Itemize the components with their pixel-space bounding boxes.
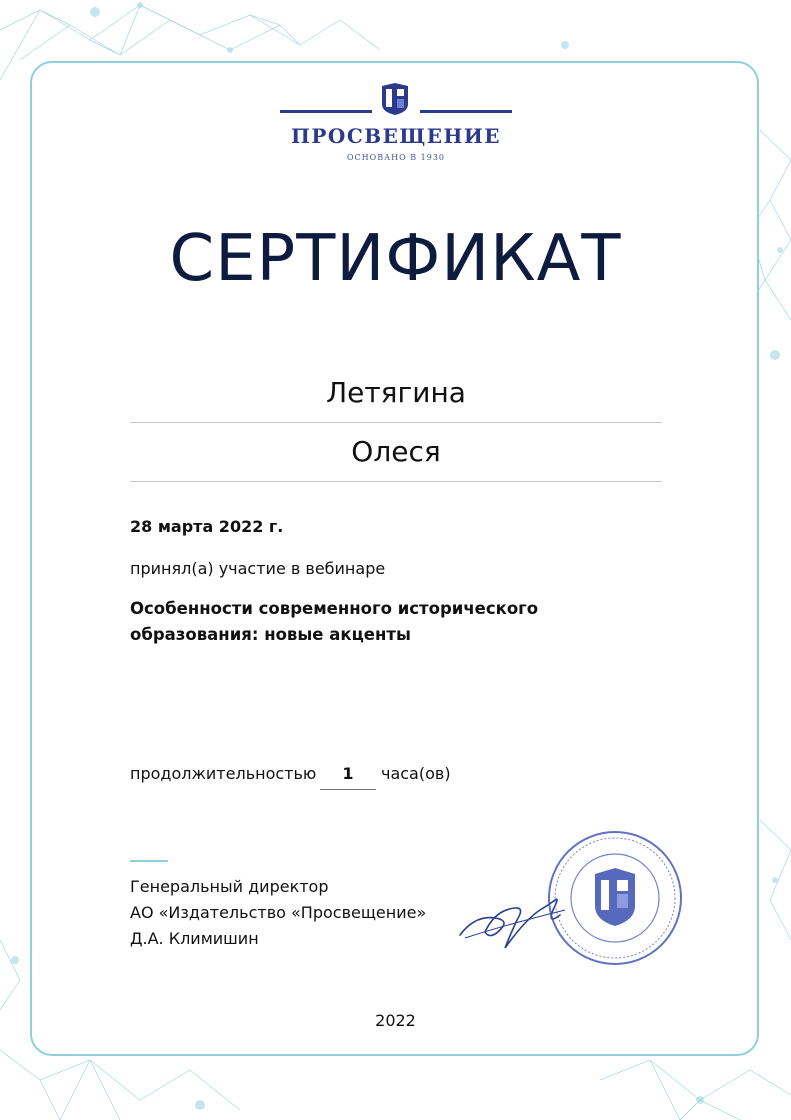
participation-text: принял(а) участие в вебинаре	[130, 559, 386, 578]
name-divider	[130, 422, 662, 423]
publisher-subtitle: ОСНОВАНО В 1930	[346, 153, 445, 162]
publisher-logo	[280, 80, 512, 170]
recipient-first-name: Олеся	[351, 435, 441, 468]
certificate-year: 2022	[375, 1011, 416, 1030]
webinar-topic: Особенности современного исторического образования: новые акценты	[130, 599, 539, 644]
duration-unit: часа(ов)	[381, 764, 451, 783]
event-date: 28 марта 2022 г.	[130, 517, 284, 536]
logo-rule-left	[280, 110, 372, 113]
duration-label: продолжительностью	[130, 764, 317, 783]
logo-rule-right	[420, 110, 512, 113]
recipient-last-name: Летягина	[326, 376, 466, 409]
duration-underline	[320, 789, 376, 790]
certificate-title: СЕРТИФИКАТ	[169, 222, 622, 296]
publisher-emblem-icon	[380, 82, 410, 116]
official-stamp-icon	[545, 828, 685, 968]
signatory-accent-bar	[130, 860, 168, 862]
signatory-position: Генеральный директор	[130, 877, 329, 896]
signatory-name: Д.А. Климишин	[130, 929, 259, 948]
name-divider	[130, 481, 662, 482]
publisher-name: ПРОСВЕЩЕНИЕ	[290, 124, 502, 148]
signatory-organization: АО «Издательство «Просвещение»	[130, 903, 427, 922]
duration-value: 1	[342, 764, 354, 783]
